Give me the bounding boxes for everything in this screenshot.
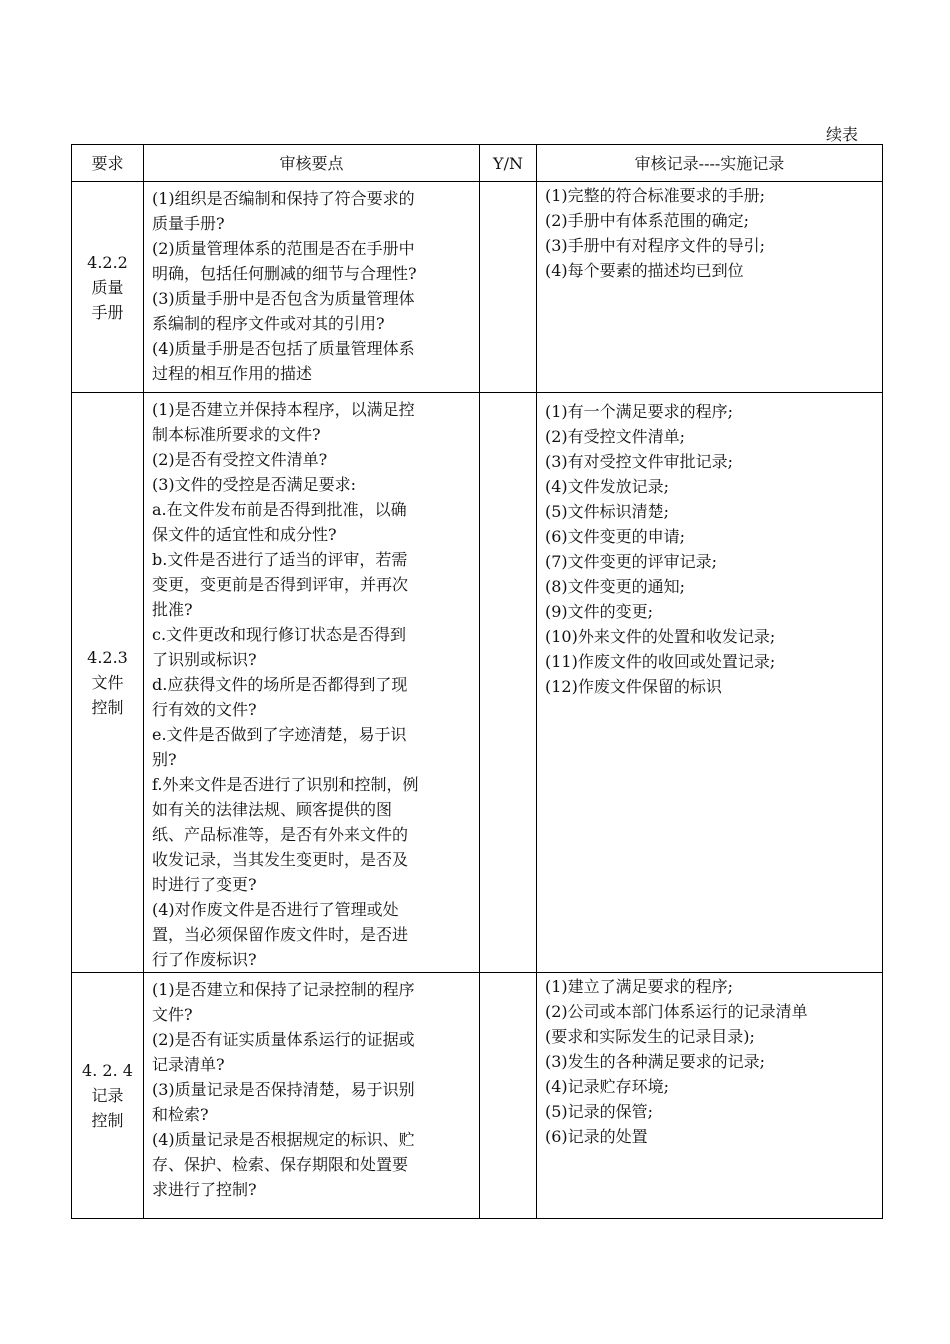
records-line: (7)文件变更的评审记录; [545, 552, 718, 571]
points-line: 文件? [152, 1005, 193, 1024]
records-line: (2)有受控文件清单; [545, 427, 686, 446]
records-line: (8)文件变更的通知; [545, 577, 686, 596]
records-line: (9)文件的变更; [545, 602, 654, 621]
table-row [72, 393, 883, 973]
req-line: 4. 2. 4 [82, 1061, 133, 1080]
header-requirement: 要求 [72, 145, 144, 182]
points-line: a.在文件发布前是否得到批准，以确 [152, 500, 407, 519]
points-line: 别? [152, 750, 177, 769]
records-line: (11)作废文件的收回或处置记录; [545, 652, 776, 671]
points-line: b.文件是否进行了适当的评审，若需 [152, 550, 408, 569]
points-line: (4)质量手册是否包括了质量管理体系 [152, 339, 415, 358]
records-line: (3)手册中有对程序文件的导引; [545, 236, 766, 255]
table-row [72, 973, 883, 1219]
yn-cell [480, 182, 537, 393]
points-line: 求进行了控制? [152, 1180, 257, 1199]
points-line: 系编制的程序文件或对其的引用? [152, 314, 385, 333]
records-line: (3)发生的各种满足要求的记录; [545, 1052, 766, 1071]
points-line: 变更，变更前是否得到评审，并再次 [152, 575, 409, 594]
records-line: (4)记录贮存环境; [545, 1077, 670, 1096]
points-line: (2)是否有受控文件清单? [152, 450, 328, 469]
audit-record-cell [537, 393, 883, 973]
records-line: (5)记录的保管; [545, 1102, 654, 1121]
records-line: (10)外来文件的处置和收发记录; [545, 627, 776, 646]
records-line: (4)文件发放记录; [545, 477, 670, 496]
points-line: c.文件更改和现行修订状态是否得到 [152, 625, 407, 644]
points-line: 时进行了变更? [152, 875, 257, 894]
points-line: 保文件的适宜性和成分性? [152, 525, 337, 544]
records-line: (1)完整的符合标准要求的手册; [545, 186, 766, 205]
points-line: 了识别或标识? [152, 650, 257, 669]
records-line: (6)文件变更的申请; [545, 527, 686, 546]
requirement-cell [72, 182, 144, 393]
table-row [72, 182, 883, 393]
header-audit-points: 审核要点 [144, 145, 480, 182]
audit-record-cell [537, 182, 883, 393]
points-line: 行了作废标识? [152, 950, 257, 969]
yn-cell [480, 393, 537, 973]
points-line: 质量手册? [152, 214, 225, 233]
req-line: 质量 [91, 277, 124, 297]
continued-label: 续表 [825, 125, 858, 144]
req-line: 4.2.3 [87, 648, 128, 667]
points-line: (4)质量记录是否根据规定的标识、贮 [152, 1130, 415, 1149]
requirement-cell [72, 393, 144, 973]
points-line: 行有效的文件? [152, 700, 257, 719]
audit-points-cell [144, 973, 480, 1219]
requirement-cell [72, 973, 144, 1219]
records-line: (1)有一个满足要求的程序; [545, 402, 734, 421]
points-line: (4)对作废文件是否进行了管理或处 [152, 900, 399, 919]
points-line: (3)质量记录是否保持清楚，易于识别 [152, 1080, 415, 1099]
req-line: 控制 [91, 1111, 124, 1130]
header-audit-record: 审核记录----实施记录 [537, 145, 883, 182]
points-line: 批准? [152, 600, 193, 619]
points-line: 存、保护、检索、保存期限和处置要 [152, 1155, 409, 1174]
yn-cell [480, 973, 537, 1219]
points-line: f.外来文件是否进行了识别和控制，例 [152, 775, 419, 794]
points-line: (1)是否建立并保持本程序，以满足控 [152, 400, 415, 419]
req-line: 控制 [91, 698, 124, 717]
points-line: 置，当必须保留作废文件时，是否进 [152, 925, 409, 944]
req-line: 4.2.2 [87, 252, 128, 272]
points-line: e.文件是否做到了字迹清楚，易于识 [152, 725, 407, 744]
audit-checklist-table [71, 144, 883, 1219]
points-line: (2)质量管理体系的范围是否在手册中 [152, 239, 415, 258]
points-line: 明确，包括任何删减的细节与合理性? [152, 264, 417, 283]
points-line: (3)文件的受控是否满足要求: [152, 475, 357, 494]
points-line: d.应获得文件的场所是否都得到了现 [152, 675, 408, 694]
points-line: 纸、产品标准等，是否有外来文件的 [152, 825, 409, 844]
points-line: 如有关的法律法规、顾客提供的图 [152, 800, 393, 819]
req-line: 手册 [91, 302, 124, 322]
points-line: 收发记录，当其发生变更时，是否及 [152, 850, 409, 869]
points-line: 过程的相互作用的描述 [152, 364, 313, 383]
points-line: 和检索? [152, 1105, 209, 1124]
req-line: 记录 [91, 1086, 124, 1105]
table-header-row [72, 145, 883, 182]
records-line: (6)记录的处置 [545, 1127, 648, 1146]
points-line: (2)是否有证实质量体系运行的证据或 [152, 1030, 415, 1049]
records-line: (要求和实际发生的记录目录); [545, 1027, 755, 1046]
audit-points-cell [144, 182, 480, 393]
req-line: 文件 [91, 673, 124, 692]
records-line: (1)建立了满足要求的程序; [545, 977, 734, 996]
records-line: (2)手册中有体系范围的确定; [545, 211, 750, 230]
points-line: 记录清单? [152, 1055, 225, 1074]
records-line: (5)文件标识清楚; [545, 502, 670, 521]
audit-record-cell [537, 973, 883, 1219]
header-yn: Y/N [480, 145, 537, 182]
records-line: (2)公司或本部门体系运行的记录清单 [545, 1002, 808, 1021]
points-line: (1)组织是否编制和保持了符合要求的 [152, 189, 415, 208]
records-line: (3)有对受控文件审批记录; [545, 452, 734, 471]
audit-points-cell [144, 393, 480, 973]
records-line: (4)每个要素的描述均已到位 [545, 261, 744, 280]
points-line: (3)质量手册中是否包含为质量管理体 [152, 289, 415, 308]
records-line: (12)作废文件保留的标识 [545, 677, 722, 696]
points-line: (1)是否建立和保持了记录控制的程序 [152, 980, 415, 999]
points-line: 制本标准所要求的文件? [152, 425, 321, 444]
